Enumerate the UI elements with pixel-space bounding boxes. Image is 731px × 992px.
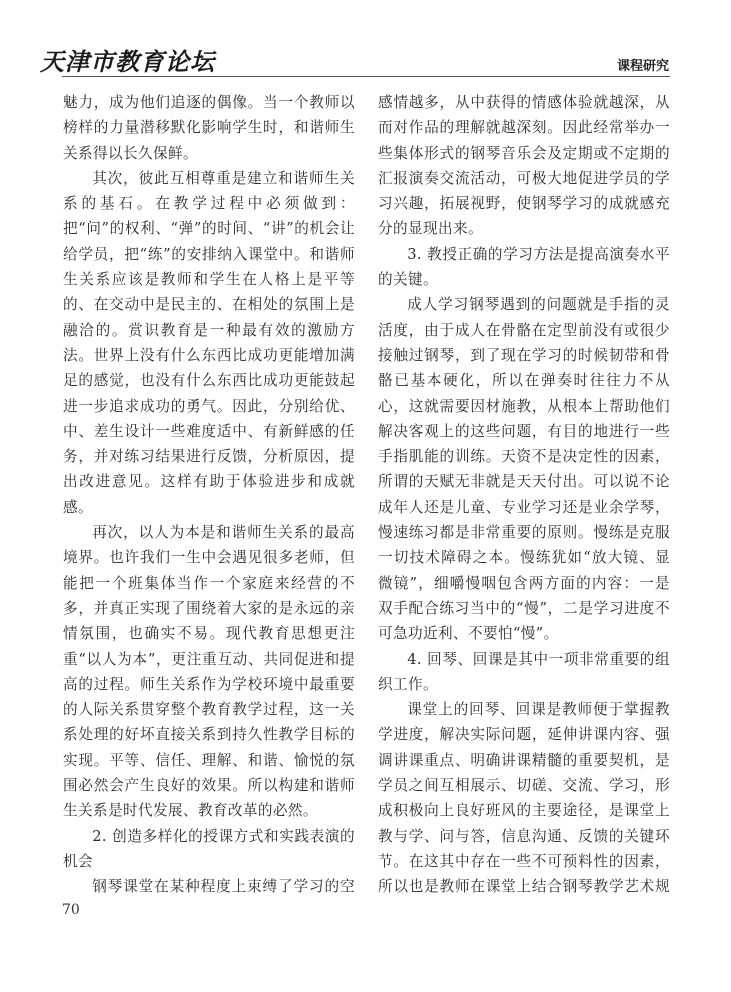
paragraph: 再次，以人为本是和谐师生关系的最高境界。也许我们一生中会遇见很多老师，但能把一个班集体当作一个家庭来经营的不多，并真正实现了围绕着大家的是永远的亲情氛围，也确实不易。现代教育思想更注重“以人为本”，更注重互动、共同促进和提高的过程。师生关系作为学校环境中最重要的人际关系贯穿整个教育教学过程，这一关系处理的好坏直接关系到持久性教学目标的实现。平等、信任、理解、和谐、愉悦的氛围必然会产生良好的效果。所以构建和谐师生关系是时代发展、教育改革的必然。 bbox=[63, 524, 355, 820]
paragraph: 成人学习钢琴遇到的问题就是手指的灵活度，由于成人在骨骼在定型前没有或很少接触过钢琴，到了现在学习的时候韧带和骨骼已基本硬化，所以在弹奏时往往力不从心，这就需要因材施教，从根本上帮助他们解决客观上的这些问题，有目的地进行一些手指肌能的训练。天资不是决定性的因素，所谓的天赋无非就是天天付出。可以说不论成年人还是儿童、专业学习还是业余学琴，慢速练习都是非常重要的原则。慢练是克服一切技术障碍之本。慢练犹如“放大镜、显微镜”，细嚼慢咽包含两方面的内容：一是双手配合练习当中的“慢”，二是学习进度不可急功近利、不要怕“慢”。 bbox=[378, 296, 670, 643]
subheading: 2. 创造多样化的授课方式和实践表演的机会 bbox=[63, 827, 355, 870]
right-column bbox=[378, 90, 670, 900]
page-number: 70 bbox=[62, 902, 80, 918]
left-column bbox=[63, 90, 355, 900]
paragraph: 钢琴课堂在某种程度上束缚了学习的空 bbox=[92, 878, 355, 896]
subheading: 3. 教授正确的学习方法是提高演奏水平的关键。 bbox=[378, 245, 670, 289]
paragraph: 课堂上的回琴、回课是教师便于掌握教学进度，解决实际问题，延伸讲课内容、强调讲课重点、明确讲课精髓的重要契机，是学员之间互相展示、切磋、交流、学习，形成积极向上良好班风的主要途径，是课堂上教与学、问与答，信息沟通、反馈的关键环节。在这其中存在一些不可预料性的因素，所以也是教师在课堂上结合钢琴教学艺术规 bbox=[378, 701, 670, 896]
header-rule bbox=[62, 76, 670, 77]
subheading: 4. 回琴、回课是其中一项非常重要的组织工作。 bbox=[378, 650, 670, 693]
paragraph: 感情越多，从中获得的情感体验就越深，从而对作品的理解就越深刻。因此经常举办一些集体形式的钢琴音乐会及定期或不定期的汇报演奏交流活动，可极大地促进学员的学习兴趣，拓展视野，使钢琴学习的成就感充分的显现出来。 bbox=[378, 94, 670, 238]
section-label: 课程研究 bbox=[616, 59, 669, 74]
paragraph: 其次，彼此互相尊重是建立和谐师生关系的基石。在教学过程中必须做到：把“问”的权利、“弹”的时间、“讲”的机会让给学员，把“练”的安排纳入课堂中。和谐师生关系应该是教师和学生在人格上是平等的、在交动中是民主的、在相处的氛围上是融洽的。赏识教育是一种最有效的激励方法。世界上没有什么东西比成功更能增加满足的感觉，也没有什么东西比成功更能鼓起进一步追求成功的勇气。因此，分别给优、中、差生设计一些难度适中、有新鲜感的任务，并对练习结果进行反馈，分析原因，提出改进意见。这样有助于体验进步和成就感。 bbox=[63, 169, 355, 516]
paragraph: 魅力，成为他们追逐的偶像。当一个教师以榜样的力量潜移默化影响学生时，和谐师生关系得以长久保鲜。 bbox=[63, 94, 355, 162]
page-header bbox=[0, 0, 731, 80]
journal-logo: 天津市教育论坛 bbox=[40, 47, 215, 76]
